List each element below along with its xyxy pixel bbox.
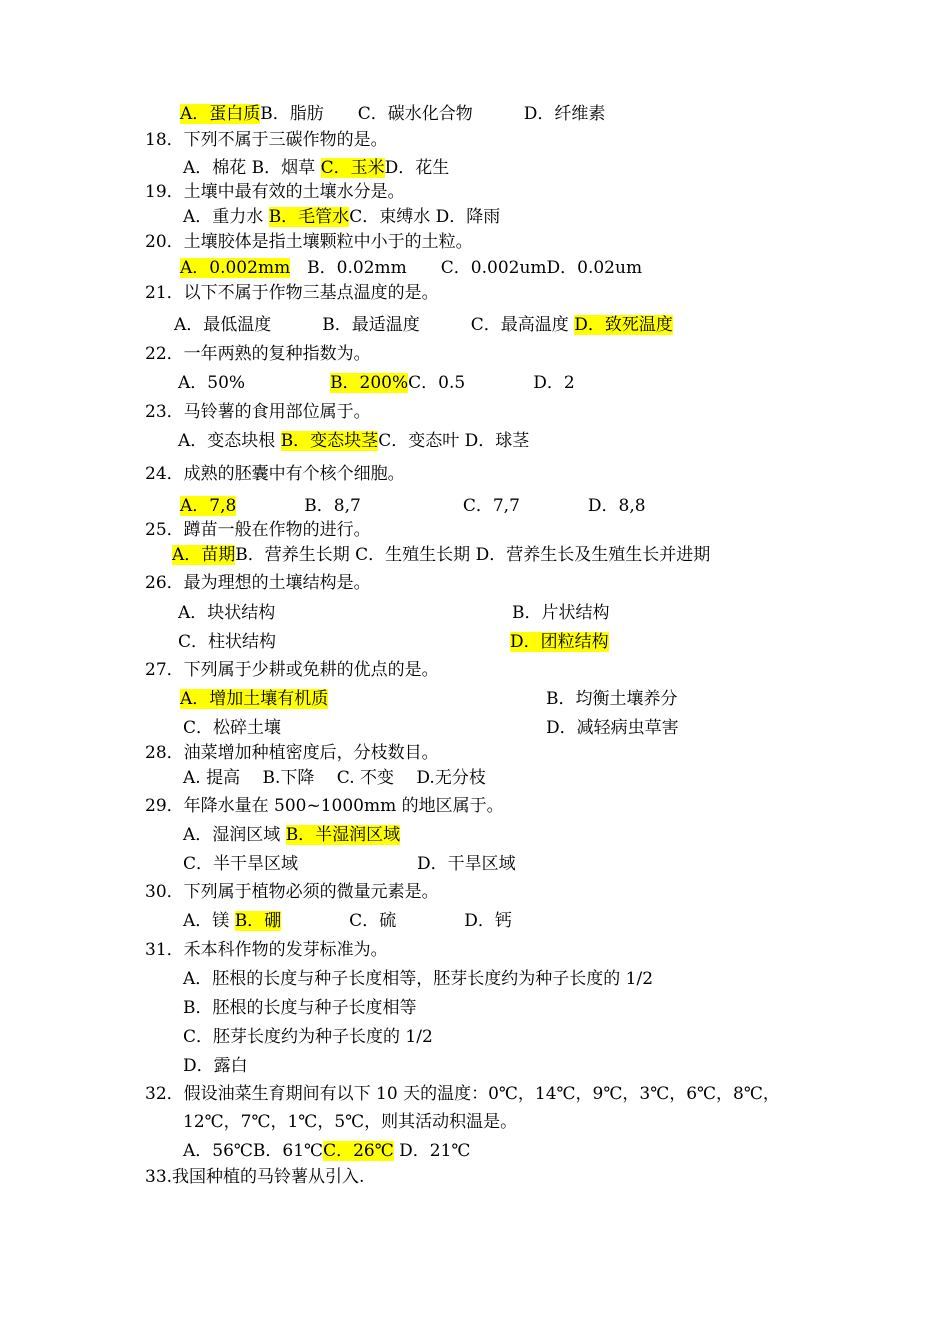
- text-line: [180, 103, 605, 125]
- text-line: [145, 401, 371, 423]
- highlighted-answer: A．蛋白质: [180, 104, 261, 124]
- text-line: [145, 881, 439, 903]
- highlighted-answer: B．200%: [330, 373, 409, 393]
- line-text: A．胚根的长度与种子长度相等，胚芽长度约为种子长度的 1/2: [183, 969, 654, 989]
- text-line: [145, 1166, 364, 1188]
- text-line: [180, 257, 642, 279]
- text-line: [183, 1055, 248, 1077]
- text-line: [145, 659, 439, 681]
- line-text: B．0.02mm C．0.002umD．0.02um: [290, 258, 643, 278]
- line-text: D．花生: [384, 158, 450, 178]
- line-text: D．减轻病虫草害: [546, 718, 679, 738]
- text-line: [183, 853, 516, 875]
- line-text: C．松碎土壤: [183, 718, 282, 738]
- text-line: [145, 129, 388, 151]
- text-line: [145, 343, 371, 365]
- line-text: B．片状结构: [512, 603, 610, 623]
- highlighted-answer: B．硼: [234, 911, 282, 931]
- text-line: [183, 824, 400, 846]
- text-line: [178, 372, 575, 394]
- text-line: [145, 1083, 780, 1105]
- text-line: [510, 631, 609, 653]
- line-text: A．变态块根: [178, 431, 281, 451]
- line-text: 30．下列属于植物必须的微量元素是。: [145, 882, 439, 902]
- highlighted-answer: C．玉米: [320, 158, 385, 178]
- line-text: 32．假设油菜生育期间有以下 10 天的温度：0℃，14℃，9℃，3℃，6℃，8℃，: [145, 1084, 780, 1104]
- text-line: [546, 717, 679, 739]
- line-text: A．50%: [178, 373, 331, 393]
- highlighted-answer: D．团粒结构: [510, 632, 609, 652]
- line-text: 26．最为理想的土壤结构是。: [145, 573, 371, 593]
- line-text: A．重力水: [183, 207, 269, 227]
- text-line: [183, 1140, 470, 1162]
- text-line: [145, 181, 405, 203]
- line-text: 33.我国种植的马铃薯从引入.: [145, 1167, 365, 1187]
- line-text: 25．蹲苗一般在作物的进行。: [145, 520, 371, 540]
- line-text: C．硫 D．钙: [281, 911, 512, 931]
- highlighted-answer: B．半湿润区域: [285, 825, 401, 845]
- text-line: [183, 1111, 517, 1133]
- text-line: [546, 688, 678, 710]
- line-text: C．变态叶 D．球茎: [378, 431, 530, 451]
- line-text: C．柱状结构: [178, 632, 277, 652]
- text-line: [145, 572, 371, 594]
- highlighted-answer: A．7,8: [180, 496, 237, 516]
- line-text: 12℃，7℃，1℃，5℃，则其活动积温是。: [183, 1112, 518, 1132]
- line-text: A．最低温度 B．最适温度 C．最高温度: [174, 315, 575, 335]
- line-text: 21．以下不属于作物三基点温度的是。: [145, 283, 439, 303]
- line-text: C．半干旱区域 D．干旱区域: [183, 854, 516, 874]
- line-text: B．营养生长期 C．生殖生长期 D．营养生长及生殖生长并进期: [235, 545, 711, 565]
- line-text: 23．马铃薯的食用部位属于。: [145, 402, 371, 422]
- line-text: A．湿润区域: [183, 825, 286, 845]
- line-text: 19．土壤中最有效的土壤水分是。: [145, 182, 405, 202]
- line-text: 24．成熟的胚囊中有个核个细胞。: [145, 464, 405, 484]
- line-text: C．束缚水 D．降雨: [349, 207, 501, 227]
- line-text: A．棉花 B．烟草: [183, 158, 321, 178]
- text-line: [178, 602, 275, 624]
- text-line: [172, 544, 710, 566]
- text-line: [512, 602, 610, 624]
- text-line: [183, 910, 512, 932]
- highlighted-answer: B．毛管水: [268, 207, 350, 227]
- text-line: [145, 939, 388, 961]
- line-text: D．露白: [183, 1056, 248, 1076]
- text-line: [145, 231, 473, 253]
- line-text: 22．一年两熟的复种指数为。: [145, 344, 371, 364]
- line-text: B．胚根的长度与种子长度相等: [183, 998, 417, 1018]
- text-line: [174, 314, 673, 336]
- text-line: [145, 519, 371, 541]
- highlighted-answer: A．0.002mm: [180, 258, 291, 278]
- text-line: [183, 997, 417, 1019]
- line-text: 29．年降水量在 500~1000mm 的地区属于。: [145, 796, 504, 816]
- text-line: [178, 430, 529, 452]
- line-text: 28．油菜增加种植密度后，分枝数目。: [145, 743, 439, 763]
- text-line: [183, 1026, 433, 1048]
- text-line: [183, 767, 486, 789]
- line-text: B．均衡土壤养分: [546, 689, 678, 709]
- line-text: B．脂肪 C．碳水化合物 D．纤维素: [260, 104, 606, 124]
- line-text: C．胚芽长度约为种子长度的 1/2: [183, 1027, 433, 1047]
- text-line: [180, 688, 328, 710]
- text-line: [183, 206, 500, 228]
- line-text: A．镁: [183, 911, 235, 931]
- line-text: A. 提高 B.下降 C. 不变 D.无分枝: [183, 768, 486, 788]
- line-text: 31．禾本科作物的发芽标准为。: [145, 940, 388, 960]
- text-line: [183, 968, 653, 990]
- line-text: C．0.5 D．2: [408, 373, 575, 393]
- text-line: [145, 282, 439, 304]
- line-text: B．8,7 C．7,7 D．8,8: [236, 496, 646, 516]
- line-text: D．21℃: [393, 1141, 471, 1161]
- line-text: 18．下列不属于三碳作物的是。: [145, 130, 388, 150]
- line-text: A．块状结构: [178, 603, 276, 623]
- text-line: [145, 742, 439, 764]
- text-line: [183, 157, 449, 179]
- highlighted-answer: A．苗期: [172, 545, 236, 565]
- line-text: 20．土壤胶体是指土壤颗粒中小于的土粒。: [145, 232, 473, 252]
- line-text: 27．下列属于少耕或免耕的优点的是。: [145, 660, 439, 680]
- highlighted-answer: B．变态块茎: [280, 431, 379, 451]
- highlighted-answer: A．增加土壤有机质: [180, 689, 329, 709]
- text-line: [178, 631, 276, 653]
- text-line: [180, 495, 646, 517]
- text-line: [183, 717, 281, 739]
- text-line: [145, 463, 405, 485]
- highlighted-answer: D．致死温度: [574, 315, 673, 335]
- highlighted-answer: C．26℃: [323, 1141, 394, 1161]
- line-text: A．56℃B．61℃: [183, 1141, 324, 1161]
- text-line: [145, 795, 504, 817]
